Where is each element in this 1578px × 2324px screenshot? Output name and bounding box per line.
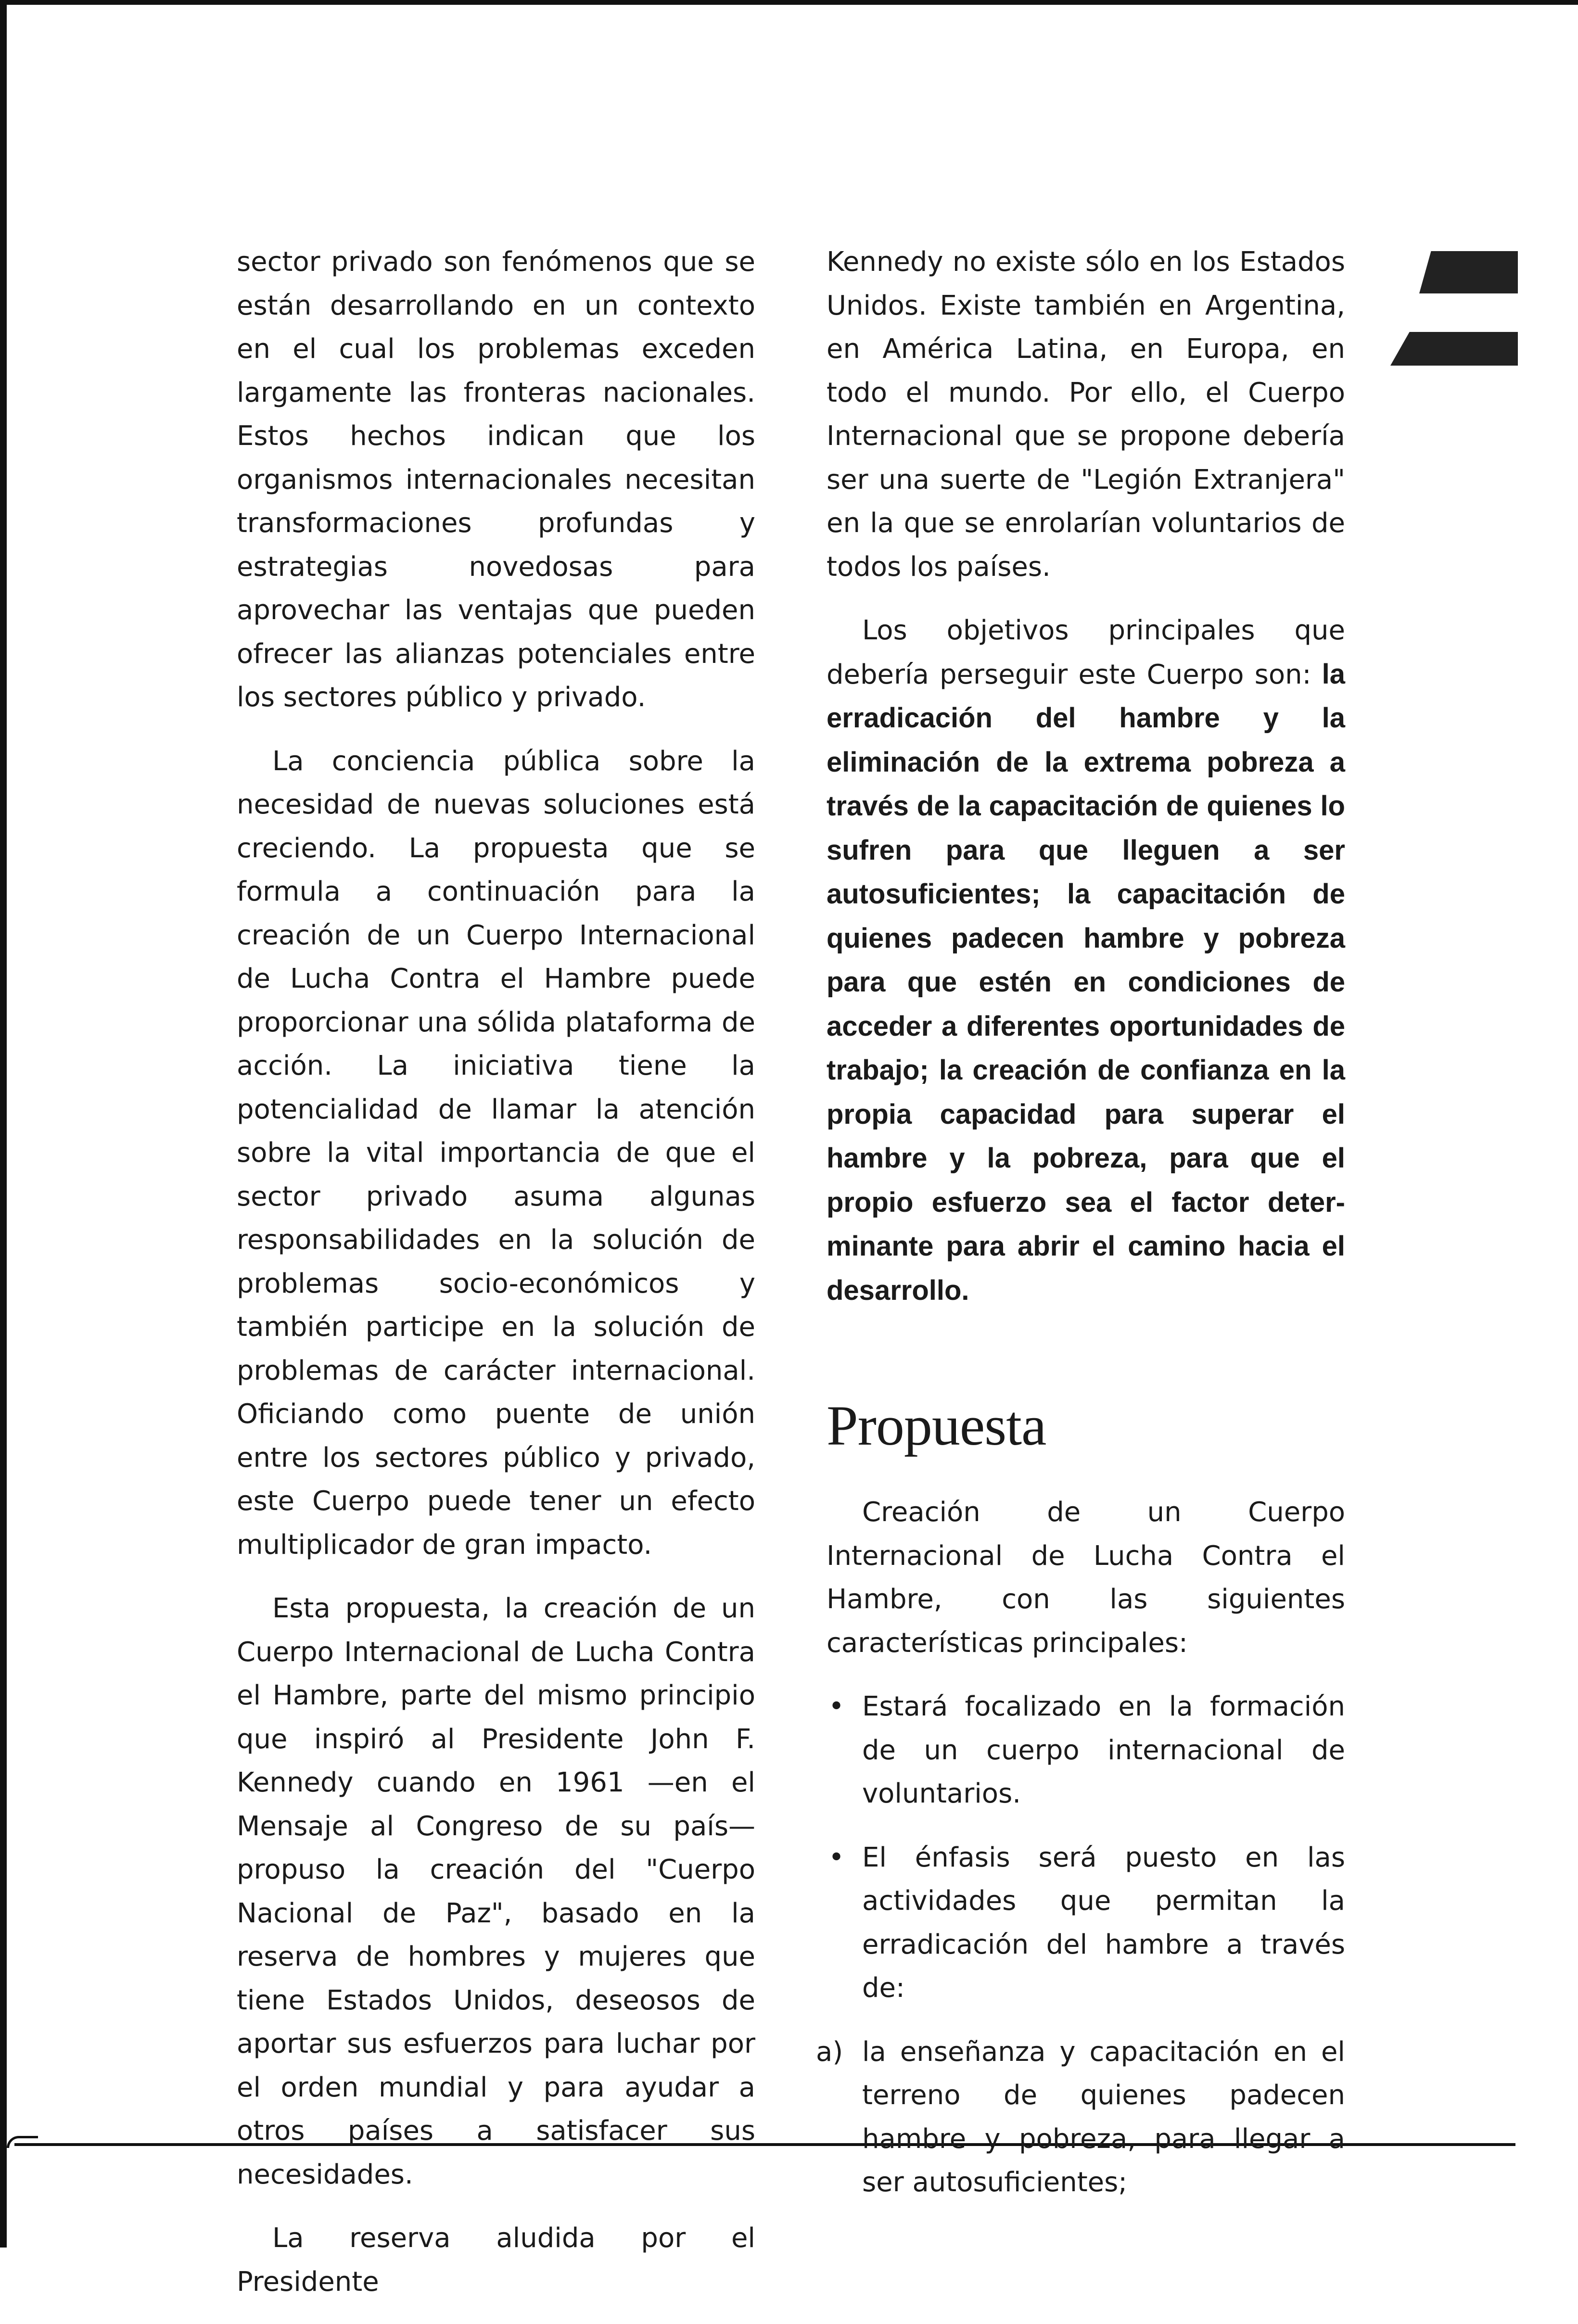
section-heading-propuesta: Propuesta [827, 1394, 1046, 1457]
bullet-item: • Estará focalizado en la formación de un cuerpo internacional de voluntarios. [827, 1685, 1345, 1816]
scan-edge-top [0, 0, 1578, 5]
sub-list-marker: a) [816, 2036, 843, 2068]
objectives-lead: Los objetivos principales que debería perseguir este Cuerpo son: [827, 615, 1345, 690]
section-tab-marker-lower [1390, 332, 1518, 366]
right-column [816, 241, 1345, 2225]
right-paragraph-1: Kennedy no existe sólo en los Estados Unidos. Existe también en Argentina, en América Latina, en Europa, en todo el mundo. Por ello, el Cuerpo Internacional que se propone debería ser una suerte de "Legión Extranjera" en la que se enrolarían voluntarios de todos los países. [827, 246, 1345, 583]
scan-edge-left [0, 0, 7, 2248]
left-column [237, 241, 755, 2324]
section-tab-marker-upper [1419, 251, 1518, 293]
left-paragraph-4: La reserva aludida por el Presidente [237, 2222, 755, 2298]
left-paragraph-3: Esta propuesta, la creación de un Cuerpo Internacional de Lucha Contra el Hambre, parte del mismo principio que inspiró al Presidente John F. Kennedy cuando en 1961 —en el Mensaje al Congreso de su país— propuso la creación del "Cuerpo Nacional de Paz", basado en la reserva de hombres y mujeres que tiene Estados Unidos, deseosos de aportar sus esfuerzos para luchar por el orden mundial y para ayudar a otros países a satisfacer sus necesidades. [237, 1593, 755, 2190]
proposal-intro: Creación de un Cuerpo Internacional de Lucha Contra el Hambre, con las siguientes características principales: [827, 1497, 1345, 1659]
sub-list-text: la enseñanza y capacitación en el terreno de quienes padecen hambre y pobreza, para llegar a ser autosuficientes; [862, 2036, 1345, 2198]
objectives-paragraph [827, 609, 1345, 1313]
proposal-sub-list [816, 2031, 1345, 2205]
proposal-bullet-list [827, 1685, 1345, 2010]
left-paragraph-1: sector privado son fenómenos que se están desarrollando en un contexto en el cual los problemas exceden largamente las fronteras nacionales. Estos hechos indican que los organismos internacionales necesitan transformaciones profundas y estrategias novedosas para aprovechar las ventajas que pueden ofrecer las alianzas potenciales entre los sectores público y privado. [237, 246, 755, 713]
bullet-item: • El énfasis será puesto en las actividades que permitan la erradicación del hambre a través de: [827, 1836, 1345, 2010]
left-paragraph-2: La conciencia pública sobre la necesidad de nuevas soluciones está creciendo. La propuesta que se formula a continuación para la creación de un Cuerpo Internacional de Lucha Contra el Hambre puede proporcionar una sólida plataforma de acción. La iniciativa tiene la potencialidad de llamar la atención sobre la vital importancia de que el sector privado asuma algunas responsabilidades en la solución de problemas socio-económicos y también participe en la solución de problemas de carácter internacional. Oficiando como puente de unión entre los sectores público y privado, este Cuerpo puede tener un efecto multiplicador de gran impacto. [237, 745, 755, 1561]
scan-edge-corner [7, 2136, 38, 2148]
sub-list-item [816, 2031, 1345, 2205]
objectives-bold-text: la erradicación del hambre y la eliminación de la extrema pobreza a través de la capacitación de quienes lo sufren para que lleguen a ser autosuficientes; la capacitación de quienes padecen hambre y pobreza para que estén en condiciones de acceder a diferentes oportunidades de trabajo; la creación de confianza en la propia capacidad para superar el hambre y la pobreza, para que el propio esfuerzo sea el factor determinante para abrir el camino hacia el desarrollo. [827, 658, 1345, 1306]
